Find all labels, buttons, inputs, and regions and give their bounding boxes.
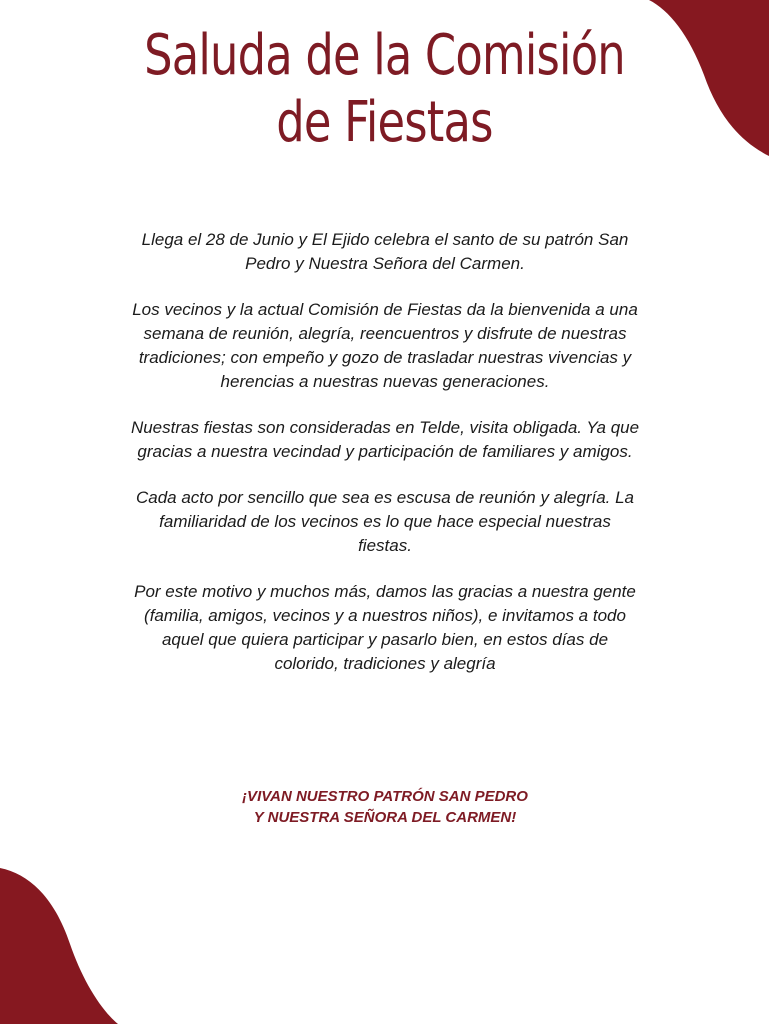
page-title xyxy=(0,22,769,156)
paragraph-2: Los vecinos y la actual Comisión de Fiestas da la bienvenida a una semana de reunión, alegría, reencuentros y disfrute de nuestras tradiciones; con empeño y gozo de trasladar nuestras vivencias y herencias a nuestras nuevas generaciones. xyxy=(132,300,638,391)
bottom-left-wave-shape xyxy=(0,868,118,1024)
closing-line-1: ¡VIVAN NUESTRO PATRÓN SAN PEDRO xyxy=(242,788,528,805)
title-line-1: Saluda de la Comisión xyxy=(144,23,625,88)
paragraph-5: Por este motivo y muchos más, damos las gracias a nuestra gente (familia, amigos, vecinos y a nuestros niños), e invitamos a todo aquel que quiera participar y pasarlo bien, en estos días de colorido, tradiciones y alegría xyxy=(134,582,636,673)
title-line-2: de Fiestas xyxy=(276,90,493,155)
closing-exclamation xyxy=(130,786,640,828)
closing-line-2: Y NUESTRA SEÑORA DEL CARMEN! xyxy=(253,809,517,826)
paragraph-3: Nuestras fiestas son consideradas en Telde, visita obligada. Ya que gracias a nuestra vecindad y participación de familiares y amigos. xyxy=(130,418,640,461)
greeting-body xyxy=(130,228,640,698)
paragraph-4: Cada acto por sencillo que sea es escusa de reunión y alegría. La familiaridad de los vecinos es lo que hace especial nuestras fiestas. xyxy=(135,488,635,555)
paragraph-1: Llega el 28 de Junio y El Ejido celebra el santo de su patrón San Pedro y Nuestra Señora del Carmen. xyxy=(141,230,629,273)
bottom-left-corner-decoration xyxy=(0,864,130,1024)
